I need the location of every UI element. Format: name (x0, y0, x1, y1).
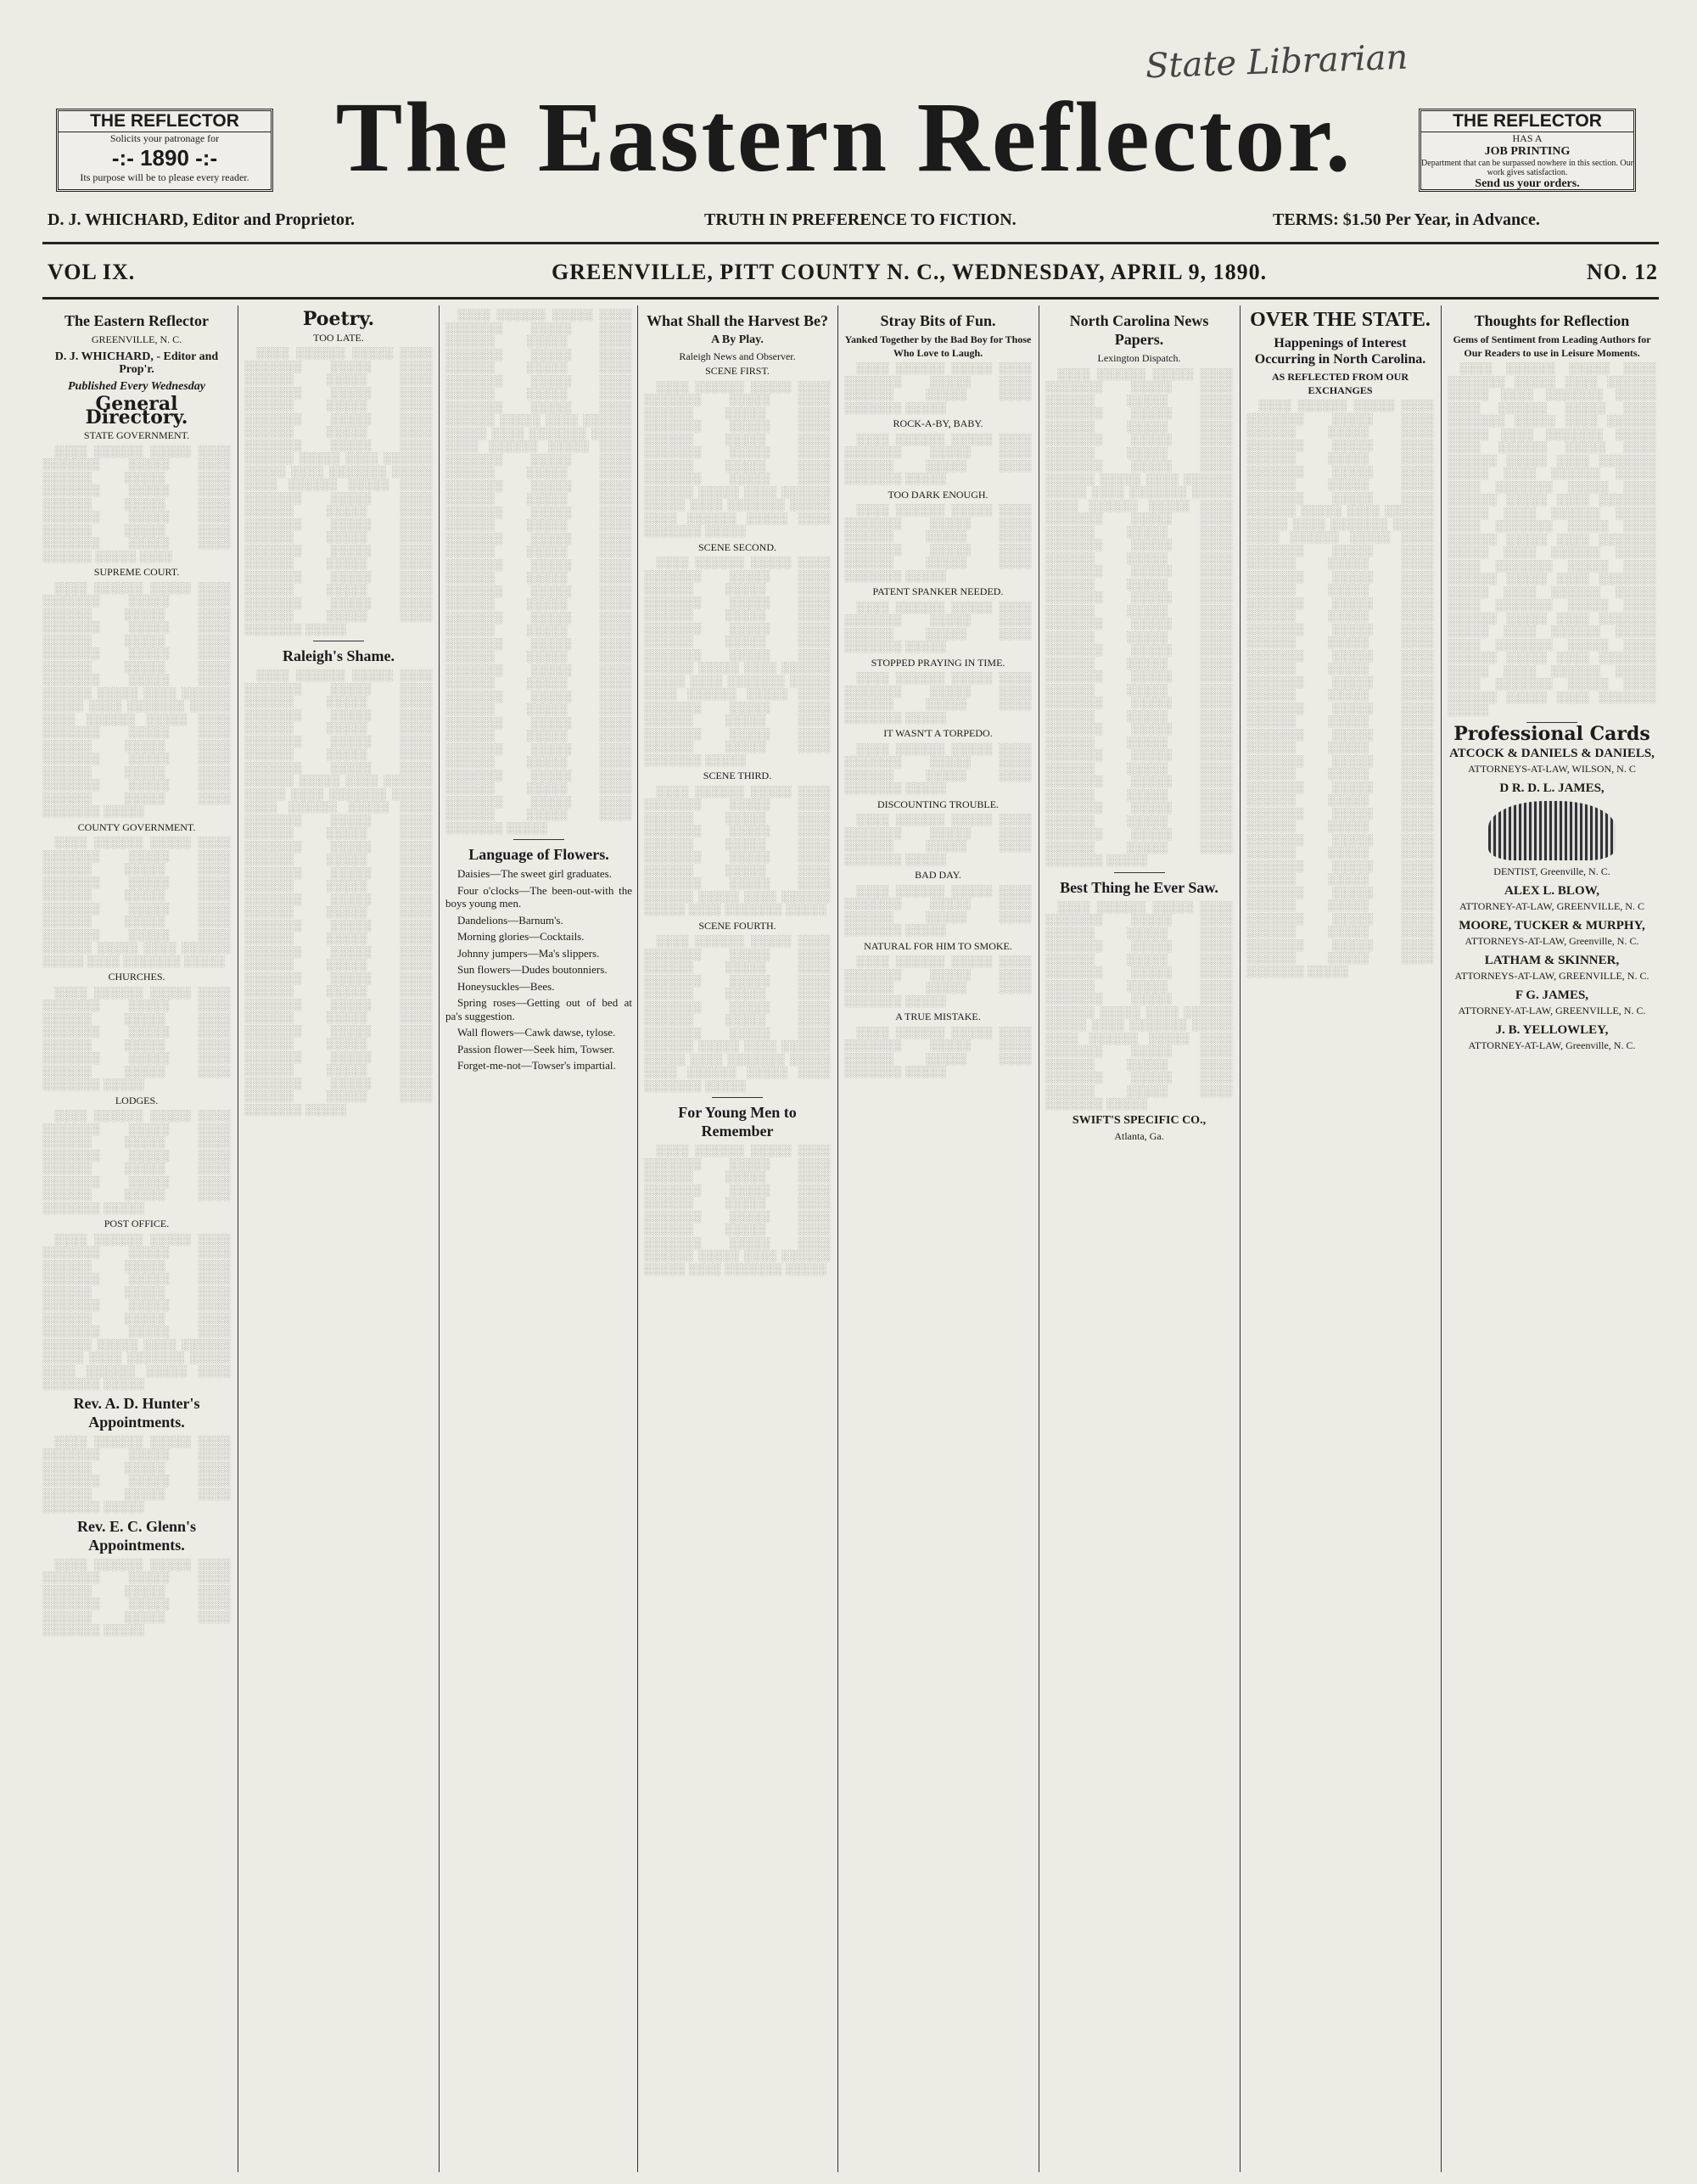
flowers-daisies: Daisies—The sweet girl graduates. (457, 867, 612, 880)
section-divider (712, 1097, 763, 1098)
glenn-appointments-heading: Rev. E. C. Glenn's Appointments. (76, 1517, 197, 1554)
article-text: ░░░░ ░░░░░░ ░░░░░ ░░░░ ░░░░░░░ ░░░░░ ░░░░ ░░░░░░ ░░░░░ ░░░░ ░░░░░░░ ░░░░░ ░░░░ ░░░░░░ ░░░░░ ░░░░ ░░░░░░░ ░░░░░ ░░░░ ░░░░░░ ░░░░░ ░░░░ ░░░░░░░ ░░░░░ ░░░░ ░░░░░░ ░░░░░ ░░░░ ░░░░░░ ░░░░░ ░░░░ ░░░░░░░ ░░░░░ ░░░░ ░░░░░░ ░░░░░ ░░░░ ░░░░░░░ ░░░░░ ░░░░ ░░░░░░ ░░░░░ ░░░░ ░░░░░░░ ░░░░░ ░░░░ ░░░░░░ ░░░░░ ░░░░ ░░░░░░░ ░░░░░ ░░░░ ░░░░░░ ░░░░░ ░░░░ ░░░░░░░ ░░░░░ ░░░░ ░░░░░░ ░░░░░ ░░░░ ░░░░░░░ ░░░░░ ░░░░ ░░░░░░ ░░░░░ ░░░░ ░░░░░░░ ░░░░░ ░░░░ ░░░░░░ ░░░░░ ░░░░ ░░░░░░░ ░░░░░ ░░░░ ░░░░░░ ░░░░░ ░░░░ ░░░░░░░ ░░░░░ ░░░░ ░░░░░░ ░░░░░ ░░░░ ░░░░░░░ ░░░░░ ░░░░ ░░░░░░ ░░░░░ ░░░░ ░░░░░░░ ░░░░░ ░░░░ ░░░░░░ ░░░░░ ░░░░ ░░░░░░░ ░░░░░ ░░░░ ░░░░░░ ░░░░░ ░░░░ ░░░░░░░ ░░░░░ (244, 669, 433, 1116)
librarian-signature: State Librarian (1145, 37, 1409, 87)
lodges-heading: LODGES. (115, 1094, 159, 1106)
patent-spanker-heading: PATENT SPANKER NEEDED. (872, 585, 1004, 597)
left-ear-year: -:- 1890 -:- (111, 145, 218, 171)
column-harvest (644, 308, 831, 2170)
hunter-appointments-heading: Rev. A. D. Hunter's Appointments. (73, 1394, 200, 1431)
directory-text: ░░░░ ░░░░░░ ░░░░░ ░░░░ ░░░░░░░ ░░░░░ ░░░░ ░░░░░░ ░░░░░ ░░░░ ░░░░░░░ ░░░░░ ░░░░ ░░░░░░ ░░░░░ ░░░░ ░░░░░░░ ░░░░░ ░░░░ ░░░░░░ ░░░░░ ░░░░ ░░░░░░░ ░░░░░ (42, 985, 231, 1090)
card-moore-name: MOORE, TUCKER & MURPHY, (1459, 919, 1645, 932)
left-ear-box (56, 109, 273, 192)
young-men-heading: For Young Men to Remember (678, 1104, 797, 1140)
poem-title: TOO LATE. (313, 331, 364, 344)
left-ear-line2: Its purpose will be to please every reader. (80, 171, 249, 183)
joke-text: ░░░░ ░░░░░░ ░░░░░ ░░░░ ░░░░░░░ ░░░░░ ░░░░ ░░░░░░ ░░░░░ ░░░░ ░░░░░░░ ░░░░░ (844, 671, 1032, 724)
card-fjames-title: ATTORNEY-AT-LAW, GREENVILLE, N. C. (1458, 1004, 1646, 1016)
column-poetry (244, 308, 433, 2170)
rock-a-by-heading: ROCK-A-BY, BABY. (893, 417, 983, 429)
left-ear-line1: Solicits your patronage for (109, 132, 220, 144)
poem-text: ░░░░ ░░░░░░ ░░░░░ ░░░░ ░░░░░░░ ░░░░░ ░░░░ ░░░░░░ ░░░░░ ░░░░ ░░░░░░░ ░░░░░ ░░░░ ░░░░░░ ░░░░░ ░░░░ ░░░░░░░ ░░░░░ ░░░░ ░░░░░░ ░░░░░ ░░░░ ░░░░░░░ ░░░░░ ░░░░ ░░░░░░ ░░░░░ ░░░░ ░░░░░░ ░░░░░ ░░░░ ░░░░░░░ ░░░░░ ░░░░ ░░░░░░ ░░░░░ ░░░░ ░░░░░░░ ░░░░░ ░░░░ ░░░░░░ ░░░░░ ░░░░ ░░░░░░░ ░░░░░ ░░░░ ░░░░░░ ░░░░░ ░░░░ ░░░░░░░ ░░░░░ ░░░░ ░░░░░░ ░░░░░ ░░░░ ░░░░░░░ ░░░░░ ░░░░ ░░░░░░ ░░░░░ ░░░░ ░░░░░░░ ░░░░░ ░░░░ ░░░░░░ ░░░░░ ░░░░ ░░░░░░░ ░░░░░ (244, 346, 433, 636)
directory-text: ░░░░ ░░░░░░ ░░░░░ ░░░░ ░░░░░░░ ░░░░░ ░░░░ ░░░░░░ ░░░░░ ░░░░ ░░░░░░░ ░░░░░ ░░░░ ░░░░░░ ░░░░░ ░░░░ ░░░░░░░ ░░░░░ ░░░░ ░░░░░░ ░░░░░ ░░░░ ░░░░░░░ ░░░░░ ░░░░ ░░░░░░ ░░░░░ ░░░░ (42, 444, 231, 563)
stray-bits-subheading: Yanked Together by the Bad Boy for Those Who Love to Laugh. (844, 333, 1032, 359)
torpedo-heading: IT WASN'T A TORPEDO. (883, 727, 993, 739)
right-ear-title: THE REFLECTOR (1421, 111, 1633, 132)
flowers-four-oclocks: Four o'clocks—The been-out-with the boys young men. (445, 883, 632, 910)
joke-text: ░░░░ ░░░░░░ ░░░░░ ░░░░ ░░░░░░░ ░░░░░ ░░░░ ░░░░░░ ░░░░░ ░░░░ ░░░░░░░ ░░░░░ ░░░░ ░░░░░░ ░░░░░ ░░░░ ░░░░░░░ ░░░░░ (844, 503, 1032, 582)
paper-name: The Eastern Reflector (64, 312, 209, 329)
scene-third-heading: SCENE THIRD. (703, 770, 772, 781)
dental-cut-illustration (1488, 801, 1616, 860)
right-ear-line4: Send us your orders. (1475, 177, 1580, 190)
column-thoughts (1448, 308, 1656, 2170)
state-government-heading: STATE GOVERNMENT. (83, 429, 190, 441)
flowers-dandelions: Dandelions—Barnum's. (457, 913, 563, 927)
scene-fourth-heading: SCENE FOURTH. (698, 919, 776, 932)
over-the-state-heading: OVER THE STATE. (1250, 309, 1431, 331)
true-mistake-heading: A TRUE MISTAKE. (895, 1011, 981, 1022)
column-rule (837, 305, 838, 2172)
article-text: ░░░░ ░░░░░░ ░░░░░ ░░░░ ░░░░░░░ ░░░░░ ░░░░ ░░░░░░ ░░░░░ ░░░░ ░░░░░░░ ░░░░░ ░░░░ ░░░░░░ ░░░░░ ░░░░ ░░░░░░░ ░░░░░ ░░░░ ░░░░░░ ░░░░░ ░░░░ ░░░░░░░ ░░░░░ ░░░░ ░░░░░░ ░░░░░ ░░░░ ░░░░░░ ░░░░░ ░░░░ ░░░░░░░ ░░░░░ ░░░░ ░░░░░░ ░░░░░ ░░░░ ░░░░░░░ ░░░░░ (644, 934, 831, 1092)
editor-line: D. J. WHICHARD, Editor and Proprietor. (48, 210, 356, 229)
flowers-morning-glories: Morning glories—Cocktails. (457, 930, 585, 943)
section-divider (1114, 872, 1165, 873)
raleighs-shame-heading: Raleigh's Shame. (282, 647, 395, 664)
joke-text: ░░░░ ░░░░░░ ░░░░░ ░░░░ ░░░░░░░ ░░░░░ ░░░░ ░░░░░░ ░░░░░ ░░░░ ░░░░░░░ ░░░░░ (844, 361, 1032, 414)
appointments-text: ░░░░ ░░░░░░ ░░░░░ ░░░░ ░░░░░░░ ░░░░░ ░░░░ ░░░░░░ ░░░░░ ░░░░ ░░░░░░░ ░░░░░ ░░░░ ░░░░░░ ░░░░░ ░░░░ ░░░░░░░ ░░░░░ (42, 1557, 231, 1636)
card-yellowley-title: ATTORNEY-AT-LAW, Greenville, N. C. (1468, 1039, 1636, 1051)
over-the-state-subheading: Happenings of Interest Occurring in North Carolina. (1254, 336, 1426, 367)
nc-newspapers-source: Lexington Dispatch. (1097, 352, 1181, 364)
best-thing-heading: Best Thing he Ever Saw. (1060, 878, 1218, 896)
column-state (1246, 308, 1434, 2170)
dateline: GREENVILLE, PITT COUNTY N. C., WEDNESDAY, APRIL 9, 1890. (552, 260, 1268, 284)
rule-top (42, 242, 1659, 244)
card-james-name: D R. D. L. JAMES, (1499, 781, 1605, 795)
directory-text: ░░░░ ░░░░░░ ░░░░░ ░░░░ ░░░░░░░ ░░░░░ ░░░░ ░░░░░░ ░░░░░ ░░░░ ░░░░░░░ ░░░░░ ░░░░ ░░░░░░ ░░░░░ ░░░░ ░░░░░░░ ░░░░░ ░░░░ ░░░░░░ ░░░░░ ░░░░ ░░░░░░░ ░░░░░ ░░░░ ░░░░░░ ░░░░░ ░░░░ ░░░░░░ ░░░░░ ░░░░ ░░░░░░░ ░░░░░ ░░░░ ░░░░░░ ░░░░░ ░░░░ ░░░░░░░ ░░░░░ ░░░░ ░░░░░░ ░░░░░ ░░░░ ░░░░░░░ ░░░░░ ░░░░ ░░░░░░ ░░░░░ ░░░░ ░░░░░░░ ░░░░░ ░░░░ ░░░░░░ ░░░░░ ░░░░ ░░░░░░░ ░░░░░ (42, 580, 231, 817)
section-divider (513, 839, 564, 840)
supreme-court-heading: SUPREME COURT. (93, 566, 180, 578)
rule-bottom (42, 297, 1659, 300)
article-text: ░░░░ ░░░░░░ ░░░░░ ░░░░ ░░░░░░░ ░░░░░ ░░░░ ░░░░░░ ░░░░░ ░░░░ ░░░░░░░ ░░░░░ ░░░░ ░░░░░░ ░░░░░ ░░░░ ░░░░░░░ ░░░░░ ░░░░ ░░░░░░ ░░░░░ ░░░░ ░░░░░░░ ░░░░░ ░░░░ ░░░░░░ ░░░░░ ░░░░ ░░░░░░ ░░░░░ ░░░░ ░░░░░░░ ░░░░░ (644, 1144, 831, 1275)
card-moore-title: ATTORNEYS-AT-LAW, Greenville, N. C. (1465, 934, 1639, 947)
column-continued (445, 308, 632, 2170)
thoughts-heading: Thoughts for Reflection (1474, 312, 1630, 329)
nc-newspapers-heading: North Carolina News Papers. (1069, 312, 1209, 348)
card-fjames-name: F G. JAMES, (1515, 988, 1589, 1002)
joke-text: ░░░░ ░░░░░░ ░░░░░ ░░░░ ░░░░░░░ ░░░░░ ░░░░ ░░░░░░ ░░░░░ ░░░░ ░░░░░░░ ░░░░░ (844, 600, 1032, 652)
general-directory-heading: General Directory. (85, 393, 188, 428)
flowers-forget-me-not: Forget-me-not—Towser's impartial. (457, 1059, 616, 1072)
scene-first-heading: SCENE FIRST. (705, 365, 770, 377)
right-ear-line2: JOB PRINTING (1484, 145, 1571, 158)
stopped-praying-heading: STOPPED PRAYING IN TIME. (871, 656, 1005, 669)
card-atcock-title: ATTORNEYS-AT-LAW, WILSON, N. C (1468, 762, 1636, 775)
flowers-johnny-jumpers: Johnny jumpers—Ma's slippers. (457, 946, 600, 960)
bad-day-heading: BAD DAY. (915, 869, 961, 881)
column-newspapers (1045, 308, 1233, 2170)
swift-specific-place: Atlanta, Ga. (1114, 1130, 1164, 1142)
directory-text: ░░░░ ░░░░░░ ░░░░░ ░░░░ ░░░░░░░ ░░░░░ ░░░░ ░░░░░░ ░░░░░ ░░░░ ░░░░░░░ ░░░░░ ░░░░ ░░░░░░ ░░░░░ ░░░░ ░░░░░░░ ░░░░░ ░░░░ ░░░░░░ ░░░░░ ░░░░ ░░░░░░░ ░░░░░ ░░░░ ░░░░░░ ░░░░░ ░░░░ ░░░░░░ ░░░░░ ░░░░ ░░░░░░░ ░░░░░ ░░░░ ░░░░░░ ░░░░░ ░░░░ ░░░░░░░ ░░░░░ (42, 1232, 231, 1390)
stray-bits-heading: Stray Bits of Fun. (880, 312, 996, 329)
column-directory (42, 308, 231, 2170)
harvest-heading: What Shall the Harvest Be? (647, 312, 828, 329)
verse-text: ░░░░ ░░░░░░ ░░░░░ ░░░░ ░░░░░░░ ░░░░░ ░░░░ ░░░░░░ ░░░░░ ░░░░ ░░░░░░░ ░░░░░ ░░░░ ░░░░░░ ░░░░░ ░░░░ ░░░░░░░ ░░░░░ ░░░░ ░░░░░░ ░░░░░ ░░░░ ░░░░░░░ ░░░░░ ░░░░ ░░░░░░ ░░░░░ ░░░░ ░░░░░░ ░░░░░ ░░░░ ░░░░░░░ ░░░░░ ░░░░ ░░░░░░ ░░░░░ ░░░░ ░░░░░░░ ░░░░░ ░░░░ ░░░░░░ ░░░░░ ░░░░ ░░░░░░░ ░░░░░ ░░░░ ░░░░░░ ░░░░░ ░░░░ ░░░░░░░ ░░░░░ ░░░░ ░░░░░░ ░░░░░ ░░░░ ░░░░░░░ ░░░░░ ░░░░ ░░░░░░ ░░░░░ ░░░░ ░░░░░░░ ░░░░░ ░░░░ ░░░░░░ ░░░░░ ░░░░ ░░░░░░░ ░░░░░ ░░░░ ░░░░░░ ░░░░░ ░░░░ ░░░░░░░ ░░░░░ ░░░░ ░░░░░░ ░░░░░ ░░░░ ░░░░░░░ ░░░░░ ░░░░ ░░░░░░ ░░░░░ ░░░░ ░░░░░░░ ░░░░░ ░░░░ ░░░░░░ ░░░░░ ░░░░ ░░░░░░░ ░░░░░ ░░░░ ░░░░░░ ░░░░░ ░░░░ ░░░░░░░ ░░░░░ ░░░░ ░░░░░░ ░░░░░ ░░░░ ░░░░░░░ ░░░░░ (1448, 361, 1656, 716)
harvest-byline: A By Play. (711, 333, 764, 346)
column-rule (439, 305, 440, 2172)
right-ear-box (1419, 109, 1636, 192)
card-yellowley-name: J. B. YELLOWLEY, (1495, 1023, 1609, 1037)
swift-specific-company: SWIFT'S SPECIFIC CO., (1072, 1113, 1207, 1127)
harvest-source: Raleigh News and Observer. (679, 350, 796, 362)
article-text: ░░░░ ░░░░░░ ░░░░░ ░░░░ ░░░░░░░ ░░░░░ ░░░░ ░░░░░░ ░░░░░ ░░░░ ░░░░░░░ ░░░░░ ░░░░ ░░░░░░ ░░░░░ ░░░░ ░░░░░░░ ░░░░░ ░░░░ ░░░░░░ ░░░░░ ░░░░ ░░░░░░░ ░░░░░ ░░░░ ░░░░░░ ░░░░░ ░░░░ ░░░░░░ ░░░░░ ░░░░ ░░░░░░░ ░░░░░ ░░░░ ░░░░░░ ░░░░░ ░░░░ ░░░░░░░ ░░░░░ ░░░░ ░░░░░░ ░░░░░ ░░░░ ░░░░░░░ ░░░░░ ░░░░ ░░░░░░ ░░░░░ ░░░░ ░░░░░░░ ░░░░░ (644, 556, 831, 766)
language-of-flowers-heading: Language of Flowers. (468, 846, 609, 863)
joke-text: ░░░░ ░░░░░░ ░░░░░ ░░░░ ░░░░░░░ ░░░░░ ░░░░ ░░░░░░ ░░░░░ ░░░░ ░░░░░░░ ░░░░░ (844, 742, 1032, 794)
joke-text: ░░░░ ░░░░░░ ░░░░░ ░░░░ ░░░░░░░ ░░░░░ ░░░░ ░░░░░░ ░░░░░ ░░░░ ░░░░░░░ ░░░░░ (844, 955, 1032, 1007)
article-text: ░░░░ ░░░░░░ ░░░░░ ░░░░ ░░░░░░░ ░░░░░ ░░░░ ░░░░░░ ░░░░░ ░░░░ ░░░░░░░ ░░░░░ ░░░░ ░░░░░░ ░░░░░ ░░░░ ░░░░░░░ ░░░░░ ░░░░ ░░░░░░ ░░░░░ ░░░░ ░░░░░░░ ░░░░░ ░░░░ ░░░░░░ ░░░░░ ░░░░ ░░░░░░ ░░░░░ ░░░░ ░░░░░░░ ░░░░░ ░░░░ ░░░░░░ ░░░░░ ░░░░ ░░░░░░░ ░░░░░ ░░░░ ░░░░░░ ░░░░░ ░░░░ ░░░░░░░ ░░░░░ ░░░░ ░░░░░░ ░░░░░ ░░░░ ░░░░░░░ ░░░░░ ░░░░ ░░░░░░ ░░░░░ ░░░░ ░░░░░░░ ░░░░░ ░░░░ ░░░░░░ ░░░░░ ░░░░ ░░░░░░░ ░░░░░ ░░░░ ░░░░░░ ░░░░░ ░░░░ ░░░░░░░ ░░░░░ ░░░░ ░░░░░░ ░░░░░ ░░░░ ░░░░░░░ ░░░░░ ░░░░ ░░░░░░ ░░░░░ ░░░░ ░░░░░░░ ░░░░░ ░░░░ ░░░░░░ ░░░░░ ░░░░ ░░░░░░░ ░░░░░ ░░░░ ░░░░░░ ░░░░░ ░░░░ ░░░░░░░ ░░░░░ ░░░░ ░░░░░░ ░░░░░ ░░░░ ░░░░░░░ ░░░░░ ░░░░ ░░░░░░ ░░░░░ ░░░░ ░░░░░░░ ░░░░░ ░░░░ ░░░░░░ ░░░░░ ░░░░ ░░░░░░░ ░░░░░ ░░░░ ░░░░░░ ░░░░░ ░░░░ ░░░░░░░ ░░░░░ ░░░░ ░░░░░░ ░░░░░ ░░░░ ░░░░░░░ ░░░░░ ░░░░ ░░░░░░ ░░░░░ ░░░░ ░░░░░░░ ░░░░░ ░░░░ ░░░░░░ ░░░░░ ░░░░ ░░░░░░░ ░░░░░ (1246, 399, 1434, 977)
poetry-heading: Poetry. (302, 308, 375, 330)
directory-text: ░░░░ ░░░░░░ ░░░░░ ░░░░ ░░░░░░░ ░░░░░ ░░░░ ░░░░░░ ░░░░░ ░░░░ ░░░░░░░ ░░░░░ ░░░░ ░░░░░░ ░░░░░ ░░░░ ░░░░░░░ ░░░░░ ░░░░ ░░░░░░ ░░░░░ ░░░░ ░░░░░░░ ░░░░░ (42, 1109, 231, 1214)
card-latham-title: ATTORNEYS-AT-LAW, GREENVILLE, N. C. (1454, 969, 1649, 982)
column-rule (1240, 305, 1241, 2172)
post-office-heading: POST OFFICE. (104, 1218, 170, 1229)
published-line: Published Every Wednesday (67, 379, 206, 393)
left-ear-title: THE REFLECTOR (59, 111, 271, 132)
scene-second-heading: SCENE SECOND. (697, 540, 776, 553)
issue-number: NO. 12 (1587, 260, 1658, 284)
joke-text: ░░░░ ░░░░░░ ░░░░░ ░░░░ ░░░░░░░ ░░░░░ ░░░░ ░░░░░░ ░░░░░ ░░░░ ░░░░░░░ ░░░░░ (844, 432, 1032, 484)
professional-cards-heading: Professional Cards (1453, 722, 1650, 745)
exchanges-line: AS REFLECTED FROM OUR EXCHANGES (1271, 371, 1409, 396)
flowers-sun-flowers: Sun flowers—Dudes boutonniers. (457, 963, 608, 976)
paper-place: GREENVILLE, N. C. (91, 333, 182, 345)
article-text: ░░░░ ░░░░░░ ░░░░░ ░░░░ ░░░░░░░ ░░░░░ ░░░░ ░░░░░░ ░░░░░ ░░░░ ░░░░░░░ ░░░░░ ░░░░ ░░░░░░ ░░░░░ ░░░░ ░░░░░░░ ░░░░░ ░░░░ ░░░░░░ ░░░░░ ░░░░ ░░░░░░░ ░░░░░ ░░░░ ░░░░░░ ░░░░░ ░░░░ ░░░░░░ ░░░░░ ░░░░ ░░░░░░░ ░░░░░ ░░░░ ░░░░░░ ░░░░░ ░░░░ ░░░░░░░ ░░░░░ ░░░░ ░░░░░░ ░░░░░ ░░░░ ░░░░░░░ ░░░░░ ░░░░ ░░░░░░ ░░░░░ ░░░░ ░░░░░░░ ░░░░░ (1045, 899, 1233, 1110)
flowers-honeysuckles: Honeysuckles—Bees. (457, 979, 555, 993)
column-rule (637, 305, 638, 2172)
card-atcock-name: ATCOCK & DANIELS & DANIELS, (1449, 747, 1655, 760)
article-text: ░░░░ ░░░░░░ ░░░░░ ░░░░ ░░░░░░░ ░░░░░ ░░░░ ░░░░░░ ░░░░░ ░░░░ ░░░░░░░ ░░░░░ ░░░░ ░░░░░░ ░░░░░ ░░░░ ░░░░░░░ ░░░░░ ░░░░ ░░░░░░ ░░░░░ ░░░░ ░░░░░░░ ░░░░░ ░░░░ ░░░░░░ ░░░░░ ░░░░ ░░░░░░ ░░░░░ ░░░░ ░░░░░░░ ░░░░░ (644, 784, 831, 916)
article-text: ░░░░ ░░░░░░ ░░░░░ ░░░░ ░░░░░░░ ░░░░░ ░░░░ ░░░░░░ ░░░░░ ░░░░ ░░░░░░░ ░░░░░ ░░░░ ░░░░░░ ░░░░░ ░░░░ ░░░░░░░ ░░░░░ ░░░░ ░░░░░░ ░░░░░ ░░░░ ░░░░░░░ ░░░░░ ░░░░ ░░░░░░ ░░░░░ ░░░░ ░░░░░░ ░░░░░ ░░░░ ░░░░░░░ ░░░░░ ░░░░ ░░░░░░ ░░░░░ ░░░░ ░░░░░░░ ░░░░░ ░░░░ ░░░░░░ ░░░░░ ░░░░ ░░░░░░░ ░░░░░ ░░░░ ░░░░░░ ░░░░░ ░░░░ ░░░░░░░ ░░░░░ ░░░░ ░░░░░░ ░░░░░ ░░░░ ░░░░░░░ ░░░░░ ░░░░ ░░░░░░ ░░░░░ ░░░░ ░░░░░░░ ░░░░░ ░░░░ ░░░░░░ ░░░░░ ░░░░ ░░░░░░░ ░░░░░ ░░░░ ░░░░░░ ░░░░░ ░░░░ ░░░░░░░ ░░░░░ ░░░░ ░░░░░░ ░░░░░ ░░░░ ░░░░░░░ ░░░░░ ░░░░ ░░░░░░ ░░░░░ ░░░░ ░░░░░░░ ░░░░░ ░░░░ ░░░░░░ ░░░░░ ░░░░ ░░░░░░░ ░░░░░ ░░░░ ░░░░░░ ░░░░░ ░░░░ ░░░░░░░ ░░░░░ ░░░░ ░░░░░░ ░░░░░ ░░░░ ░░░░░░░ ░░░░░ ░░░░ ░░░░░░ ░░░░░ ░░░░ ░░░░░░░ ░░░░░ ░░░░ ░░░░░░ ░░░░░ ░░░░ ░░░░░░░ ░░░░░ (1045, 367, 1233, 866)
article-text: ░░░░ ░░░░░░ ░░░░░ ░░░░ ░░░░░░░ ░░░░░ ░░░░ ░░░░░░ ░░░░░ ░░░░ ░░░░░░░ ░░░░░ ░░░░ ░░░░░░ ░░░░░ ░░░░ ░░░░░░░ ░░░░░ ░░░░ ░░░░░░ ░░░░░ ░░░░ ░░░░░░░ ░░░░░ ░░░░ ░░░░░░ ░░░░░ ░░░░ ░░░░░░ ░░░░░ ░░░░ ░░░░░░░ ░░░░░ ░░░░ ░░░░░░ ░░░░░ ░░░░ ░░░░░░░ ░░░░░ ░░░░ ░░░░░░ ░░░░░ ░░░░ ░░░░░░░ ░░░░░ ░░░░ ░░░░░░ ░░░░░ ░░░░ ░░░░░░░ ░░░░░ ░░░░ ░░░░░░ ░░░░░ ░░░░ ░░░░░░░ ░░░░░ ░░░░ ░░░░░░ ░░░░░ ░░░░ ░░░░░░░ ░░░░░ ░░░░ ░░░░░░ ░░░░░ ░░░░ ░░░░░░░ ░░░░░ ░░░░ ░░░░░░ ░░░░░ ░░░░ ░░░░░░░ ░░░░░ ░░░░ ░░░░░░ ░░░░░ ░░░░ ░░░░░░░ ░░░░░ ░░░░ ░░░░░░ ░░░░░ ░░░░ ░░░░░░░ ░░░░░ ░░░░ ░░░░░░ ░░░░░ ░░░░ ░░░░░░░ ░░░░░ ░░░░ ░░░░░░ ░░░░░ ░░░░ ░░░░░░░ ░░░░░ ░░░░ ░░░░░░ ░░░░░ ░░░░ ░░░░░░░ ░░░░░ ░░░░ ░░░░░░ ░░░░░ ░░░░ ░░░░░░░ ░░░░░ ░░░░ ░░░░░░ ░░░░░ ░░░░ ░░░░░░░ ░░░░░ ░░░░ ░░░░░░ ░░░░░ ░░░░ ░░░░░░░ ░░░░░ (445, 308, 632, 834)
card-blow-name: ALEX L. BLOW, (1504, 884, 1599, 898)
right-ear-line3: Department that can be surpassed nowhere in this section. Our work gives satisfaction. (1421, 159, 1633, 177)
article-text: ░░░░ ░░░░░░ ░░░░░ ░░░░ ░░░░░░░ ░░░░░ ░░░░ ░░░░░░ ░░░░░ ░░░░ ░░░░░░░ ░░░░░ ░░░░ ░░░░░░ ░░░░░ ░░░░ ░░░░░░░ ░░░░░ ░░░░ ░░░░░░ ░░░░░ ░░░░ ░░░░░░░ ░░░░░ ░░░░ ░░░░░░ ░░░░░ ░░░░ ░░░░░░ ░░░░░ ░░░░ ░░░░░░░ ░░░░░ ░░░░ ░░░░░░ ░░░░░ ░░░░ ░░░░░░░ ░░░░░ (644, 379, 831, 537)
masthead-title: The Eastern Reflector. (335, 81, 1353, 193)
too-dark-heading: TOO DARK ENOUGH. (888, 488, 989, 501)
terms: TERMS: $1.50 Per Year, in Advance. (1273, 210, 1540, 229)
joke-text: ░░░░ ░░░░░░ ░░░░░ ░░░░ ░░░░░░░ ░░░░░ ░░░░ ░░░░░░ ░░░░░ ░░░░ ░░░░░░░ ░░░░░ (844, 1025, 1032, 1078)
joke-text: ░░░░ ░░░░░░ ░░░░░ ░░░░ ░░░░░░░ ░░░░░ ░░░░ ░░░░░░ ░░░░░ ░░░░ ░░░░░░░ ░░░░░ (844, 813, 1032, 865)
natural-smoke-heading: NATURAL FOR HIM TO SMOKE. (864, 939, 1012, 952)
paper-editor: D. J. WHICHARD, - Editor and Prop'r. (54, 350, 219, 376)
thoughts-subheading: Gems of Sentiment from Leading Authors for Our Readers to use in Leisure Moments. (1453, 333, 1651, 359)
flowers-spring-roses: Spring roses—Getting out of bed at pa's suggestion. (445, 996, 632, 1022)
card-james-title: DENTIST, Greenville, N. C. (1493, 865, 1610, 877)
flowers-wall-flowers: Wall flowers—Cawk dawse, tylose. (457, 1026, 616, 1039)
discounting-trouble-heading: DISCOUNTING TROUBLE. (877, 798, 1000, 810)
flowers-passion-flower: Passion flower—Seek him, Towser. (457, 1042, 615, 1056)
column-fun (844, 308, 1032, 2170)
motto: TRUTH IN PREFERENCE TO FICTION. (704, 210, 1017, 229)
churches-heading: CHURCHES. (108, 971, 165, 983)
column-rule (1441, 305, 1442, 2172)
volume: VOL IX. (48, 260, 136, 284)
card-blow-title: ATTORNEY-AT-LAW, GREENVILLE, N. C (1459, 899, 1644, 912)
right-ear-line1: HAS A (1512, 132, 1543, 144)
directory-text: ░░░░ ░░░░░░ ░░░░░ ░░░░ ░░░░░░░ ░░░░░ ░░░░ ░░░░░░ ░░░░░ ░░░░ ░░░░░░░ ░░░░░ ░░░░ ░░░░░░ ░░░░░ ░░░░ ░░░░░░░ ░░░░░ ░░░░ ░░░░░░ ░░░░░ ░░░░ ░░░░░░░ ░░░░░ ░░░░ ░░░░░░ ░░░░░ ░░░░ ░░░░░░ ░░░░░ ░░░░ ░░░░░░░ ░░░░░ (42, 836, 231, 967)
appointments-text: ░░░░ ░░░░░░ ░░░░░ ░░░░ ░░░░░░░ ░░░░░ ░░░░ ░░░░░░ ░░░░░ ░░░░ ░░░░░░░ ░░░░░ ░░░░ ░░░░░░ ░░░░░ ░░░░ ░░░░░░░ ░░░░░ (42, 1434, 231, 1513)
joke-text: ░░░░ ░░░░░░ ░░░░░ ░░░░ ░░░░░░░ ░░░░░ ░░░░ ░░░░░░ ░░░░░ ░░░░ ░░░░░░░ ░░░░░ (844, 883, 1032, 936)
county-government-heading: COUNTY GOVERNMENT. (77, 820, 196, 833)
card-latham-name: LATHAM & SKINNER, (1484, 954, 1620, 967)
